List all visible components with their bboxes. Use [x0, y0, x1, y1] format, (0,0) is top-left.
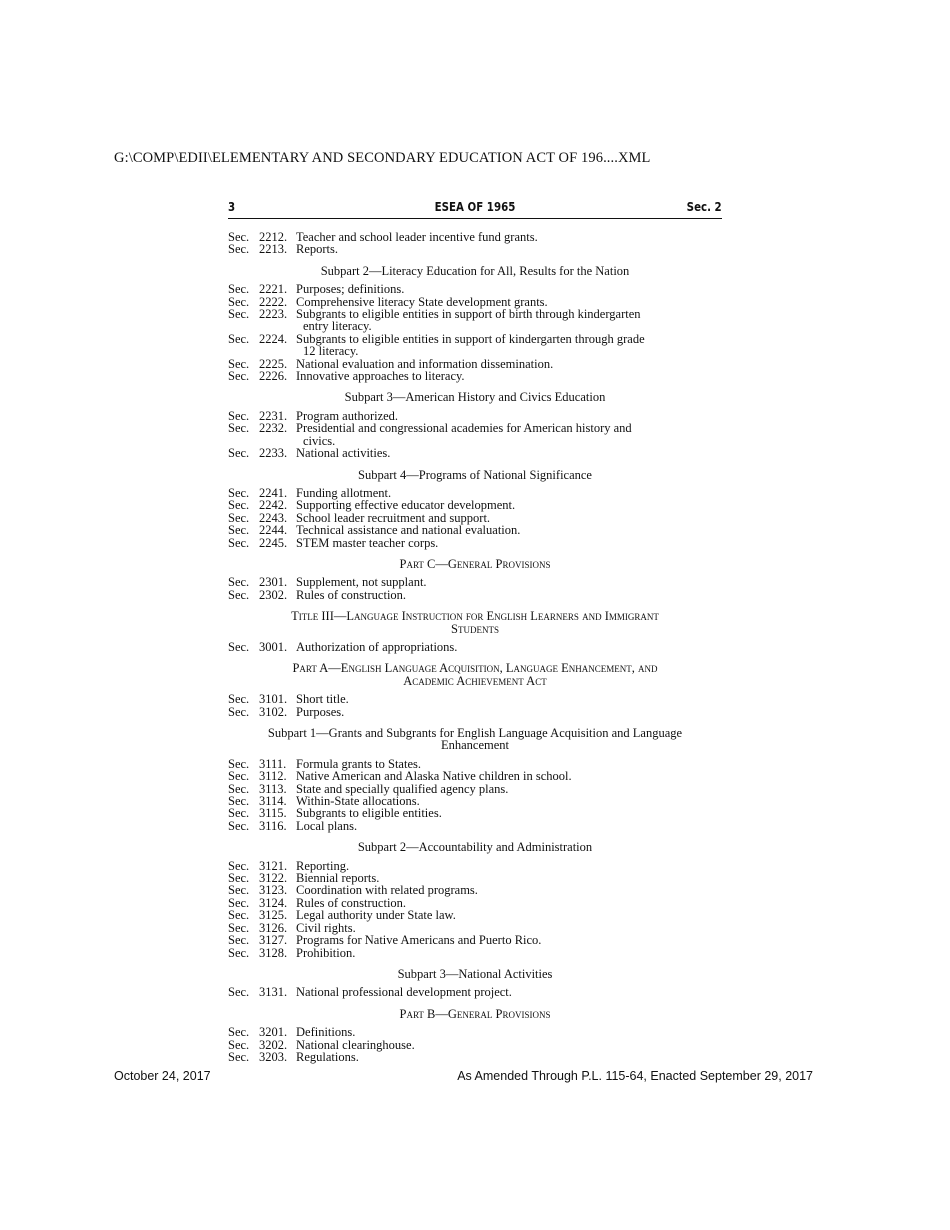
section-title: Formula grants to States.: [296, 756, 421, 771]
section-label: Sec.: [228, 1025, 250, 1040]
toc-section-row: [228, 1051, 722, 1063]
section-title: Regulations.: [296, 1049, 359, 1064]
section-label: Sec.: [228, 883, 250, 898]
section-number: 2243.: [259, 510, 288, 525]
toc-heading-text: Subpart 2—Literacy Education for All, Results for the Nation: [320, 263, 630, 278]
toc-section-row: [228, 706, 722, 718]
section-title: Prohibition.: [296, 945, 356, 960]
section-number: 2242.: [259, 498, 288, 513]
toc-section-row: [228, 537, 722, 549]
section-label: Sec.: [228, 985, 250, 1000]
section-title: Subgrants to eligible entities.: [296, 806, 442, 821]
toc-heading: [228, 1008, 722, 1020]
section-label: Sec.: [228, 781, 250, 796]
section-number: 3126.: [259, 920, 288, 935]
section-label: Sec.: [228, 895, 250, 910]
section-title-wrap: [296, 447, 722, 459]
section-label: Sec.: [228, 282, 250, 297]
section-label: Sec.: [228, 871, 250, 886]
section-title: Native American and Alaska Native children in school.: [296, 769, 572, 784]
section-label: Sec.: [228, 858, 250, 873]
section-title: Supporting effective educator development.: [296, 498, 516, 513]
section-title: Authorization of appropriations.: [296, 639, 458, 654]
section-title: Comprehensive literacy State development grants.: [296, 294, 548, 309]
section-title-wrap: [296, 370, 722, 382]
section-title: National professional development project.: [296, 985, 512, 1000]
section-title-wrap: [296, 706, 722, 718]
section-number: 3113.: [259, 781, 287, 796]
section-title: State and specially qualified agency plans.: [296, 781, 509, 796]
section-title-continuation: 12 literacy.: [303, 344, 359, 359]
section-title: Local plans.: [296, 818, 358, 833]
section-title: Coordination with related programs.: [296, 883, 478, 898]
section-title: National activities.: [296, 446, 391, 461]
toc-section-row: [228, 641, 722, 653]
section-title: Teacher and school leader incentive fund grants.: [296, 230, 538, 244]
section-label: Sec.: [228, 806, 250, 821]
toc-heading: [228, 265, 722, 277]
section-title: Subgrants to eligible entities in support of birth through kindergarten: [296, 307, 641, 322]
running-header: [228, 198, 722, 219]
section-title-continuation: civics.: [303, 433, 336, 448]
toc-heading: [228, 727, 722, 752]
toc-section-row: [228, 986, 722, 998]
table-of-contents: [228, 231, 722, 1063]
section-label: Sec.: [228, 446, 250, 461]
section-title: School leader recruitment and support.: [296, 510, 491, 525]
toc-section-row: [228, 422, 722, 447]
section-label: Sec.: [228, 523, 250, 538]
toc-heading: [228, 841, 722, 853]
section-label: Sec.: [228, 230, 250, 244]
section-title: Program authorized.: [296, 408, 399, 423]
section-label: Sec.: [228, 535, 250, 550]
section-number: 3115.: [259, 806, 287, 821]
section-title: Purposes.: [296, 704, 345, 719]
section-label: Sec.: [228, 933, 250, 948]
section-title: Programs for Native Americans and Puerto Rico.: [296, 933, 542, 948]
section-number: 2212.: [259, 230, 288, 244]
section-label: Sec.: [228, 908, 250, 923]
toc-heading-continuation: Academic Achievement Act: [403, 673, 547, 688]
section-number: 2244.: [259, 523, 288, 538]
toc-section-row: [228, 947, 722, 959]
section-title: Innovative approaches to literacy.: [296, 369, 465, 384]
section-title-wrap: [296, 589, 722, 601]
section-number: 2231.: [259, 408, 288, 423]
section-title-wrap: [296, 986, 722, 998]
section-number: 2225.: [259, 356, 288, 371]
toc-section-row: [228, 370, 722, 382]
section-label: Sec.: [228, 756, 250, 771]
section-title: Civil rights.: [296, 920, 356, 935]
section-title: Supplement, not supplant.: [296, 575, 427, 590]
section-title: Technical assistance and national evaluation.: [296, 523, 521, 538]
section-number: 3111.: [259, 756, 287, 771]
toc-heading: [228, 610, 722, 635]
section-number: 2222.: [259, 294, 288, 309]
section-label: Sec.: [228, 692, 250, 707]
toc-heading-text: Subpart 2—Accountability and Administration: [357, 840, 593, 855]
toc-section-row: [228, 243, 722, 255]
footer-amended-note: As Amended Through P.L. 115-64, Enacted September 29, 2017: [457, 1069, 813, 1083]
section-label: Sec.: [228, 794, 250, 809]
section-label: Sec.: [228, 307, 250, 322]
toc-heading-text: Subpart 3—American History and Civics Education: [344, 390, 606, 405]
section-title-continuation: entry literacy.: [303, 319, 372, 334]
section-title: Reports.: [296, 242, 339, 257]
section-title: Subgrants to eligible entities in support of kindergarten through grade: [296, 331, 645, 346]
toc-heading: [228, 391, 722, 403]
section-number: 3127.: [259, 933, 288, 948]
section-label: Sec.: [228, 294, 250, 309]
section-title: Short title.: [296, 692, 349, 707]
section-title-wrap: [296, 1039, 722, 1051]
running-title: ESEA OF 1965: [434, 199, 516, 214]
section-title-wrap: [296, 422, 722, 447]
toc-heading: [228, 662, 722, 687]
page-number: 3: [228, 199, 236, 214]
section-number: 3124.: [259, 895, 288, 910]
section-label: Sec.: [228, 575, 250, 590]
section-label: Sec.: [228, 704, 250, 719]
section-title-wrap: [296, 807, 722, 819]
section-number: 3203.: [259, 1049, 288, 1064]
section-title: National clearinghouse.: [296, 1037, 415, 1052]
section-title: Definitions.: [296, 1025, 356, 1040]
section-title-wrap: [296, 537, 722, 549]
section-title: Presidential and congressional academies for American history and: [296, 421, 632, 436]
section-title: Legal authority under State law.: [296, 908, 456, 923]
file-path: G:\COMP\EDII\ELEMENTARY AND SECONDARY EDUCATION ACT OF 196....XML: [114, 150, 651, 166]
section-number: 2213.: [259, 242, 288, 257]
section-number: 3121.: [259, 858, 288, 873]
section-number: 3202.: [259, 1037, 288, 1052]
toc-heading-text: Part C—General Provisions: [399, 556, 551, 571]
section-label: Sec.: [228, 587, 250, 602]
section-number: 3112.: [259, 769, 287, 784]
toc-section-row: [228, 447, 722, 459]
section-title-wrap: [296, 1051, 722, 1063]
section-number: 2233.: [259, 446, 288, 461]
toc-heading: [228, 469, 722, 481]
section-title: National evaluation and information dissemination.: [296, 356, 554, 371]
section-number: 3201.: [259, 1025, 288, 1040]
toc-heading-text: Subpart 3—National Activities: [397, 966, 553, 981]
section-title: STEM master teacher corps.: [296, 535, 439, 550]
section-title: Funding allotment.: [296, 485, 392, 500]
section-label: Sec.: [228, 421, 250, 436]
section-title: Rules of construction.: [296, 587, 407, 602]
toc-heading-text: Title III—Language Instruction for English Learners and Immigrant: [291, 609, 659, 624]
section-title: Purposes; definitions.: [296, 282, 405, 297]
toc-heading-text: Part B—General Provisions: [399, 1006, 551, 1021]
section-title-wrap: [296, 308, 722, 333]
toc-section-row: [228, 333, 722, 358]
section-number: 2245.: [259, 535, 288, 550]
section-title-wrap: [296, 641, 722, 653]
section-label: Sec.: [228, 369, 250, 384]
section-label: Sec.: [228, 331, 250, 346]
section-label: Sec.: [228, 945, 250, 960]
section-title-wrap: [296, 243, 722, 255]
section-number: 3122.: [259, 871, 288, 886]
section-title: Rules of construction.: [296, 895, 407, 910]
section-label: Sec.: [228, 498, 250, 513]
toc-heading-continuation: Enhancement: [440, 738, 510, 753]
running-section: Sec. 2: [686, 199, 722, 214]
section-label: Sec.: [228, 242, 250, 257]
section-number: 3101.: [259, 692, 288, 707]
section-label: Sec.: [228, 408, 250, 423]
toc-heading-continuation: Students: [451, 621, 499, 636]
section-title-wrap: [296, 693, 722, 705]
section-number: 3128.: [259, 945, 288, 960]
toc-section-row: [228, 308, 722, 333]
section-label: Sec.: [228, 769, 250, 784]
section-label: Sec.: [228, 356, 250, 371]
section-number: 3001.: [259, 639, 288, 654]
section-title: Biennial reports.: [296, 871, 380, 886]
toc-section-row: [228, 820, 722, 832]
section-number: 2221.: [259, 282, 288, 297]
section-label: Sec.: [228, 510, 250, 525]
toc-heading: [228, 968, 722, 980]
section-number: 2226.: [259, 369, 288, 384]
section-number: 2232.: [259, 421, 288, 436]
section-number: 3123.: [259, 883, 288, 898]
section-number: 3102.: [259, 704, 288, 719]
section-number: 2302.: [259, 587, 288, 602]
section-number: 2223.: [259, 307, 288, 322]
section-number: 2301.: [259, 575, 288, 590]
section-title-wrap: [296, 231, 722, 243]
toc-heading-text: Subpart 1—Grants and Subgrants for English Language Acquisition and Language: [267, 726, 683, 740]
section-label: Sec.: [228, 818, 250, 833]
section-label: Sec.: [228, 1049, 250, 1064]
toc-heading-text: Subpart 4—Programs of National Significance: [358, 467, 592, 482]
section-number: 3131.: [259, 985, 288, 1000]
section-title-wrap: [296, 909, 722, 921]
section-label: Sec.: [228, 639, 250, 654]
section-number: 2241.: [259, 485, 288, 500]
footer-date: October 24, 2017: [114, 1069, 211, 1083]
section-label: Sec.: [228, 485, 250, 500]
section-title-wrap: [296, 947, 722, 959]
section-title-wrap: [296, 820, 722, 832]
section-title: Reporting.: [296, 858, 350, 873]
toc-heading: [228, 558, 722, 570]
section-number: 3114.: [259, 794, 287, 809]
section-number: 2224.: [259, 331, 288, 346]
toc-section-row: [228, 589, 722, 601]
toc-heading-text: Part A—English Language Acquisition, Language Enhancement, and: [292, 661, 658, 676]
section-label: Sec.: [228, 1037, 250, 1052]
section-label: Sec.: [228, 920, 250, 935]
section-title-wrap: [296, 333, 722, 358]
section-title-wrap: [296, 934, 722, 946]
section-number: 3116.: [259, 818, 287, 833]
section-title: Within-State allocations.: [296, 794, 420, 809]
section-number: 3125.: [259, 908, 288, 923]
